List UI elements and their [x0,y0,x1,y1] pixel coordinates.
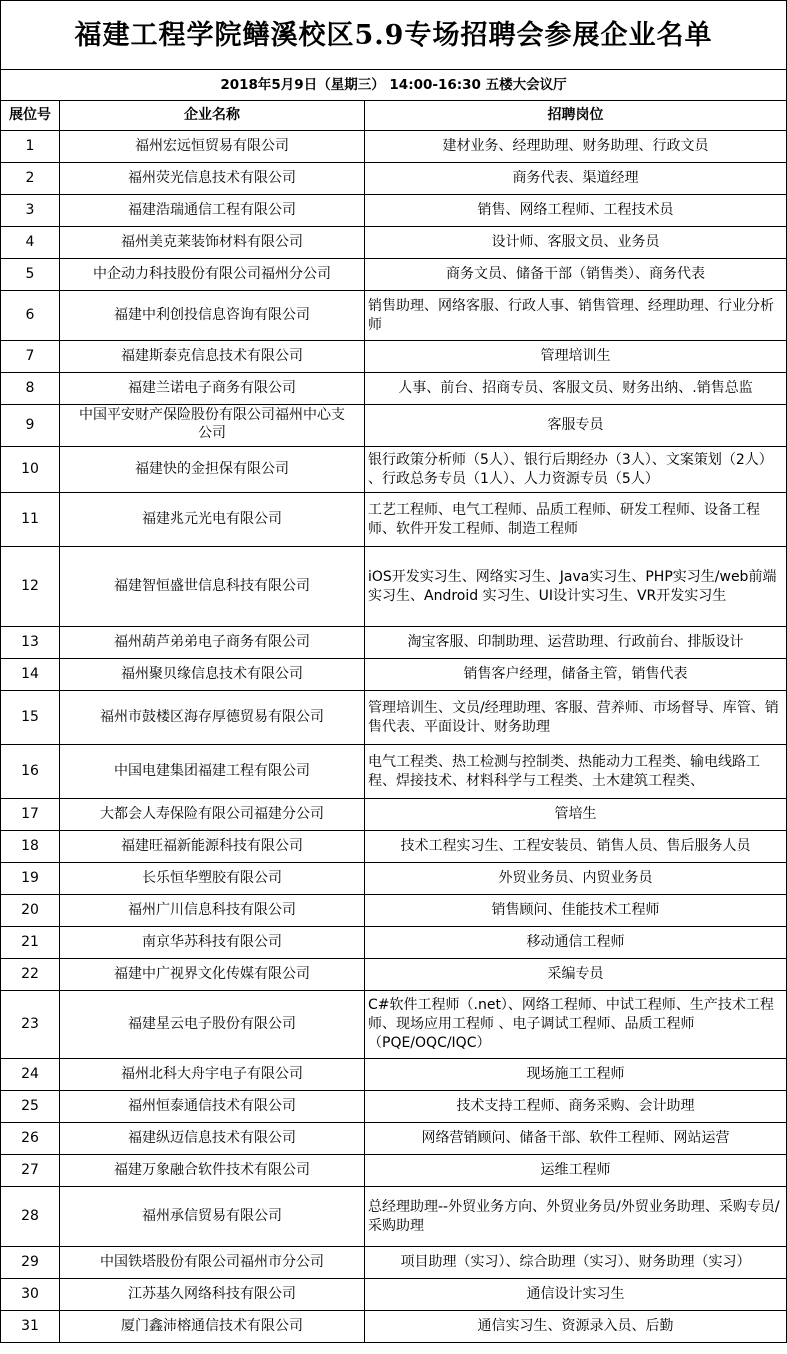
table-row [1,341,787,373]
company-name: 福建星云电子股份有限公司 [60,991,365,1059]
recruit-positions: 客服专员 [365,405,787,447]
company-name: 福建中利创投信息咨询有限公司 [60,291,365,341]
table-row [1,131,787,163]
company-name: 江苏基久网络科技有限公司 [60,1279,365,1311]
company-name: 福州承信贸易有限公司 [60,1187,365,1247]
company-name: 福建斯泰克信息技术有限公司 [60,341,365,373]
booth-number: 5 [1,259,60,291]
recruit-positions: 建材业务、经理助理、财务助理、行政文员 [365,131,787,163]
company-name: 南京华苏科技有限公司 [60,927,365,959]
recruit-positions: 销售顾问、佳能技术工程师 [365,895,787,927]
table-row [1,627,787,659]
table-row [1,745,787,799]
table-row [1,447,787,493]
recruit-positions: C#软件工程师（.net）、网络工程师、中试工程师、生产技术工程师、现场应用工程师 、电子调试工程师、品质工程师（PQE/OQC/IQC） [365,991,787,1059]
booth-number: 8 [1,373,60,405]
recruit-positions: 销售、网络工程师、工程技术员 [365,195,787,227]
recruit-positions: 设计师、客服文员、业务员 [365,227,787,259]
company-name: 福建浩瑞通信工程有限公司 [60,195,365,227]
booth-number: 12 [1,547,60,627]
booth-number: 22 [1,959,60,991]
booth-number: 13 [1,627,60,659]
booth-number: 3 [1,195,60,227]
table-row [1,227,787,259]
table-row [1,863,787,895]
recruit-positions: 移动通信工程师 [365,927,787,959]
recruit-positions: 银行政策分析师（5人）、银行后期经办（3人）、文案策划（2人） 、行政总务专员（1人）、人力资源专员（5人） [365,447,787,493]
table-row [1,1279,787,1311]
table-row [1,1311,787,1343]
booth-number: 10 [1,447,60,493]
booth-number: 20 [1,895,60,927]
company-name: 长乐恒华塑胶有限公司 [60,863,365,895]
company-name: 福州葫芦弟弟电子商务有限公司 [60,627,365,659]
booth-number: 9 [1,405,60,447]
recruit-positions: 项目助理（实习）、综合助理（实习）、财务助理（实习） [365,1247,787,1279]
recruit-positions: 外贸业务员、内贸业务员 [365,863,787,895]
booth-number: 23 [1,991,60,1059]
recruit-positions: 商务代表、渠道经理 [365,163,787,195]
company-name: 福州市鼓楼区海存厚德贸易有限公司 [60,691,365,745]
table-row [1,163,787,195]
company-name: 福州北科大舟宇电子有限公司 [60,1059,365,1091]
booth-number: 30 [1,1279,60,1311]
recruit-positions: 总经理助理--外贸业务方向、外贸业务员/外贸业务助理、采购专员/采购助理 [365,1187,787,1247]
page-title: 福建工程学院鳝溪校区5.9专场招聘会参展企业名单 [1,1,787,70]
recruit-positions: 人事、前台、招商专员、客服文员、财务出纳、.销售总监 [365,373,787,405]
table-row [1,1091,787,1123]
recruit-positions: 技术工程实习生、工程安装员、销售人员、售后服务人员 [365,831,787,863]
recruit-positions: 管理培训生、文员/经理助理、客服、营养师、市场督导、库管、销售代表、平面设计、财务助理 [365,691,787,745]
recruit-positions: 电气工程类、热工检测与控制类、热能动力工程类、输电线路工程、焊接技术、材料科学与工程类、土木建筑工程类、 [365,745,787,799]
table-row [1,291,787,341]
recruit-positions: 运维工程师 [365,1155,787,1187]
recruit-positions: 通信实习生、资源录入员、后勤 [365,1311,787,1343]
table-row [1,691,787,745]
column-header-company: 企业名称 [60,101,365,131]
recruit-positions: 销售助理、网络客服、行政人事、销售管理、经理助理、行业分析师 [365,291,787,341]
company-name: 福建兆元光电有限公司 [60,493,365,547]
company-name: 厦门鑫沛榕通信技术有限公司 [60,1311,365,1343]
booth-number: 18 [1,831,60,863]
table-row [1,1123,787,1155]
company-name: 福州广川信息科技有限公司 [60,895,365,927]
booth-number: 21 [1,927,60,959]
recruit-positions: 商务文员、储备干部（销售类）、商务代表 [365,259,787,291]
booth-number: 11 [1,493,60,547]
title-row [1,1,787,70]
column-header-positions: 招聘岗位 [365,101,787,131]
company-name: 福州恒泰通信技术有限公司 [60,1091,365,1123]
company-name: 福州美克莱装饰材料有限公司 [60,227,365,259]
booth-number: 26 [1,1123,60,1155]
column-header-booth: 展位号 [1,101,60,131]
recruit-positions: 通信设计实习生 [365,1279,787,1311]
booth-number: 25 [1,1091,60,1123]
recruit-positions: 网络营销顾问、储备干部、软件工程师、网站运营 [365,1123,787,1155]
booth-number: 15 [1,691,60,745]
company-name: 福州宏远恒贸易有限公司 [60,131,365,163]
booth-number: 2 [1,163,60,195]
table-row [1,895,787,927]
recruit-positions: 工艺工程师、电气工程师、品质工程师、研发工程师、设备工程师、软件开发工程师、制造工程师 [365,493,787,547]
company-name: 中国平安财产保险股份有限公司福州中心支公司 [60,405,365,447]
company-name: 福建智恒盛世信息科技有限公司 [60,547,365,627]
recruit-positions: 管培生 [365,799,787,831]
recruit-positions: 管理培训生 [365,341,787,373]
recruit-positions: 淘宝客服、印制助理、运营助理、行政前台、排版设计 [365,627,787,659]
table-row [1,195,787,227]
booth-number: 16 [1,745,60,799]
table-row [1,831,787,863]
booth-number: 4 [1,227,60,259]
recruit-positions: 采编专员 [365,959,787,991]
subtitle-row [1,70,787,101]
table-row [1,799,787,831]
company-name: 福建快的金担保有限公司 [60,447,365,493]
booth-number: 28 [1,1187,60,1247]
recruit-positions: 现场施工工程师 [365,1059,787,1091]
header-row [1,101,787,131]
table-row [1,1059,787,1091]
booth-number: 1 [1,131,60,163]
company-name: 福建中广视界文化传媒有限公司 [60,959,365,991]
booth-number: 6 [1,291,60,341]
table-row [1,547,787,627]
company-name: 福建兰诺电子商务有限公司 [60,373,365,405]
event-info: 2018年5月9日（星期三） 14:00-16:30 五楼大会议厅 [1,70,787,101]
booth-number: 17 [1,799,60,831]
table-row [1,1155,787,1187]
recruit-positions: 技术支持工程师、商务采购、会计助理 [365,1091,787,1123]
table-row [1,493,787,547]
table-row [1,991,787,1059]
table-row [1,405,787,447]
booth-number: 14 [1,659,60,691]
company-name: 福建纵迈信息技术有限公司 [60,1123,365,1155]
table-row [1,259,787,291]
table-row [1,373,787,405]
company-name: 福州荧光信息技术有限公司 [60,163,365,195]
booth-number: 29 [1,1247,60,1279]
table-row [1,959,787,991]
booth-number: 7 [1,341,60,373]
table-row [1,1247,787,1279]
table-row [1,1187,787,1247]
recruit-positions: 销售客户经理，储备主管，销售代表 [365,659,787,691]
company-name: 福州聚贝缘信息技术有限公司 [60,659,365,691]
company-name: 大都会人寿保险有限公司福建分公司 [60,799,365,831]
recruit-positions: iOS开发实习生、网络实习生、Java实习生、PHP实习生/web前端实习生、Android 实习生、UI设计实习生、VR开发实习生 [365,547,787,627]
company-name: 中企动力科技股份有限公司福州分公司 [60,259,365,291]
booth-number: 24 [1,1059,60,1091]
company-name: 中国电建集团福建工程有限公司 [60,745,365,799]
booth-number: 31 [1,1311,60,1343]
table-row [1,927,787,959]
booth-number: 19 [1,863,60,895]
company-name: 福建万象融合软件技术有限公司 [60,1155,365,1187]
booth-number: 27 [1,1155,60,1187]
company-name: 福建旺福新能源科技有限公司 [60,831,365,863]
company-name: 中国铁塔股份有限公司福州市分公司 [60,1247,365,1279]
table-row [1,659,787,691]
